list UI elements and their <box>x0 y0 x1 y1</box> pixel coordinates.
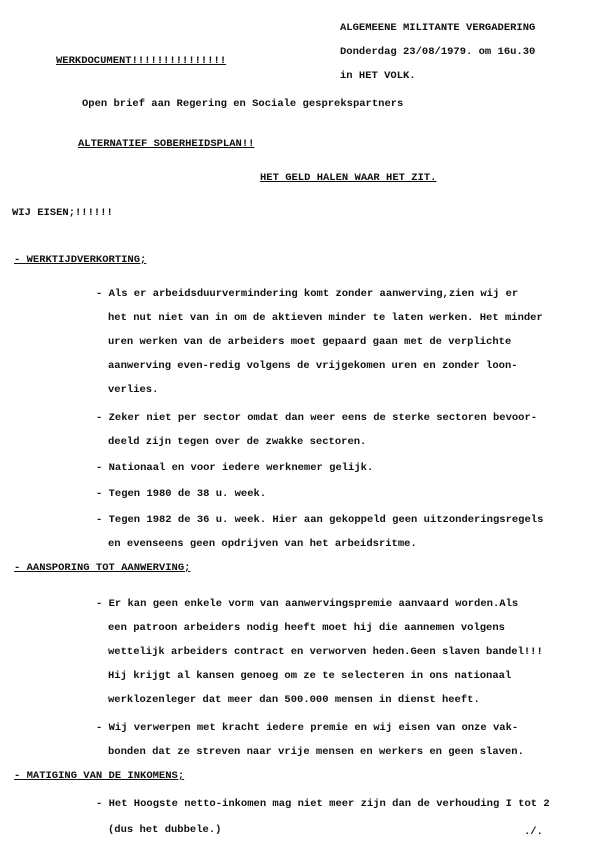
continuation-mark: ./. <box>524 826 543 838</box>
paragraph-line: deeld zijn tegen over de zwakke sectoren. <box>108 436 367 448</box>
meeting-location: in HET VOLK. <box>340 70 416 82</box>
paragraph-line: wettelijk arbeiders contract en verworven heden.Geen slaven bandel!!! <box>108 646 543 658</box>
section-werktijdverkorting-title: - WERKTIJDVERKORTING; <box>14 254 147 266</box>
paragraph-line: aanwerving even-redig volgens de vrijgekomen uren en zonder loon- <box>108 360 518 372</box>
open-letter-subtitle: Open brief aan Regering en Sociale gesprekspartners <box>82 98 404 110</box>
geld-heading: HET GELD HALEN WAAR HET ZIT. <box>260 172 437 184</box>
paragraph-line: - Het Hoogste netto-inkomen mag niet meer zijn dan de verhouding I tot 2 <box>96 798 550 810</box>
section-aansporing-title: - AANSPORING TOT AANWERVING; <box>14 562 191 574</box>
paragraph-line: - Wij verwerpen met kracht iedere premie en wij eisen van onze vak- <box>96 722 519 734</box>
paragraph-line: - Tegen 1982 de 36 u. week. Hier aan gekoppeld geen uitzonderingsregels <box>96 514 544 526</box>
meeting-title: ALGEMEENE MILITANTE VERGADERING <box>340 22 536 34</box>
paragraph-line: verlies. <box>108 384 159 396</box>
werkdocument-heading: WERKDOCUMENT!!!!!!!!!!!!!!! <box>56 55 227 67</box>
paragraph-line: het nut niet van in om de aktieven minder te laten werken. Het minder <box>108 312 543 324</box>
paragraph-line: - Als er arbeidsduurvermindering komt zonder aanwerving,zien wij er <box>96 288 519 300</box>
paragraph-line: bonden dat ze streven naar vrije mensen en werkers en geen slaven. <box>108 746 524 758</box>
paragraph-line: een patroon arbeiders nodig heeft moet hij die aannemen volgens <box>108 622 505 634</box>
paragraph-line: Hij krijgt al kansen genoeg om ze te selecteren in ons nationaal <box>108 670 512 682</box>
paragraph-line: - Zeker niet per sector omdat dan weer eens de sterke sectoren bevoor- <box>96 412 538 424</box>
paragraph-line: (dus het dubbele.) <box>108 824 222 836</box>
section-matiging-title: - MATIGING VAN DE INKOMENS; <box>14 770 185 782</box>
paragraph-line: - Tegen 1980 de 38 u. week. <box>96 488 267 500</box>
paragraph-line: - Nationaal en voor iedere werknemer gelijk. <box>96 462 374 474</box>
alternatief-heading: ALTERNATIEF SOBERHEIDSPLAN!! <box>78 138 255 150</box>
meeting-date: Donderdag 23/08/1979. om 16u.30 <box>340 46 536 58</box>
paragraph-line: werklozenleger dat meer dan 500.000 mensen in dienst heeft. <box>108 694 480 706</box>
wij-eisen-heading: WIJ EISEN;!!!!!! <box>12 207 113 219</box>
paragraph-line: - Er kan geen enkele vorm van aanwervingspremie aanvaard worden.Als <box>96 598 519 610</box>
paragraph-line: en evenseens geen opdrijven van het arbeidsritme. <box>108 538 417 550</box>
paragraph-line: uren werken van de arbeiders moet gepaard gaan met de verplichte <box>108 336 512 348</box>
